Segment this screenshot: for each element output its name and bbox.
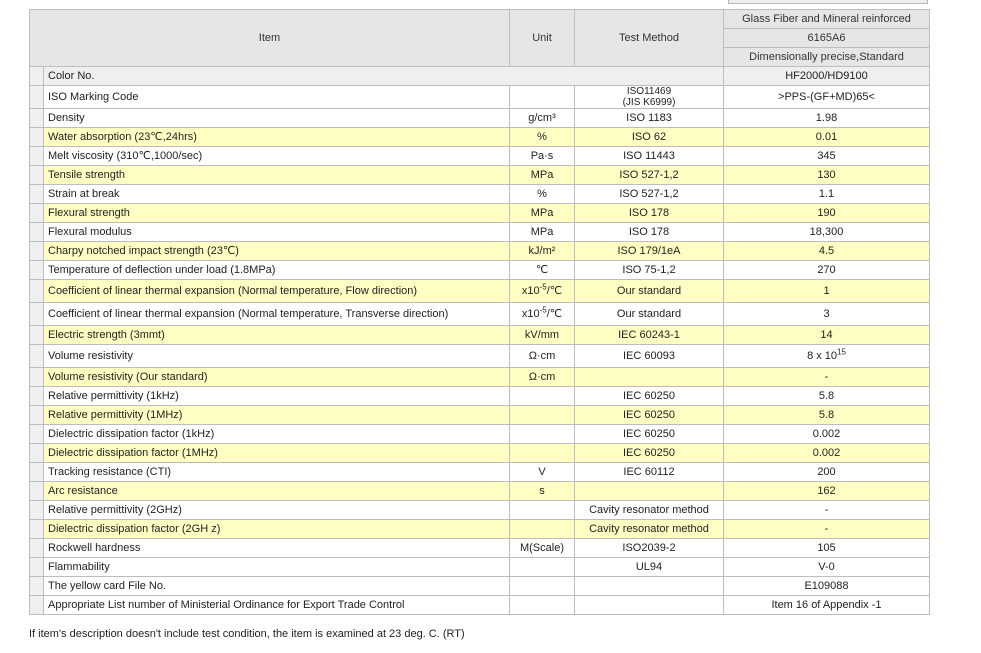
- property-value: 0.002: [724, 425, 930, 444]
- property-unit: %: [510, 185, 575, 204]
- property-value: -: [724, 520, 930, 539]
- table-row: [30, 86, 930, 109]
- property-name: The yellow card File No.: [44, 577, 510, 596]
- test-method: [575, 368, 724, 387]
- unit-exponent: -5: [539, 282, 547, 292]
- property-table: [29, 9, 930, 615]
- test-method: Our standard: [575, 303, 724, 326]
- property-unit: Pa·s: [510, 147, 575, 166]
- property-unit: [510, 387, 575, 406]
- table-row: [30, 482, 930, 501]
- test-method: ISO 1183: [575, 109, 724, 128]
- property-name: Melt viscosity (310℃,1000/sec): [44, 147, 510, 166]
- property-name: Dielectric dissipation factor (1MHz): [44, 444, 510, 463]
- test-method: Cavity resonator method: [575, 501, 724, 520]
- top-scroll-strip: [728, 0, 928, 4]
- property-name: Strain at break: [44, 185, 510, 204]
- property-unit: [510, 86, 575, 109]
- test-method: ISO 178: [575, 223, 724, 242]
- row-marker: [30, 86, 44, 109]
- property-value: V-0: [724, 558, 930, 577]
- test-method-line: (JIS K6999): [622, 97, 676, 108]
- table-row: [30, 261, 930, 280]
- property-unit: MPa: [510, 204, 575, 223]
- property-value: 345: [724, 147, 930, 166]
- property-value: 4.5: [724, 242, 930, 261]
- property-unit: kJ/m²: [510, 242, 575, 261]
- unit-tail: /℃: [546, 285, 563, 297]
- table-row: [30, 128, 930, 147]
- header-grade-feature: Dimensionally precise,Standard: [724, 48, 930, 67]
- property-value: 1: [724, 280, 930, 303]
- property-name: Water absorption (23℃,24hrs): [44, 128, 510, 147]
- property-name: Density: [44, 109, 510, 128]
- row-marker: [30, 204, 44, 223]
- property-name: ISO Marking Code: [44, 86, 510, 109]
- property-unit: s: [510, 482, 575, 501]
- property-unit: Ω·cm: [510, 345, 575, 368]
- property-name: Arc resistance: [44, 482, 510, 501]
- property-unit: [510, 501, 575, 520]
- property-unit: V: [510, 463, 575, 482]
- table-row: [30, 368, 930, 387]
- property-unit: [510, 596, 575, 615]
- row-marker: [30, 303, 44, 326]
- test-method: IEC 60243-1: [575, 326, 724, 345]
- property-value: 200: [724, 463, 930, 482]
- test-method: [575, 577, 724, 596]
- property-unit: Ω·cm: [510, 368, 575, 387]
- row-marker: [30, 520, 44, 539]
- header-grade: 6165A6: [724, 29, 930, 48]
- row-marker: [30, 345, 44, 368]
- table-row: [30, 303, 930, 326]
- row-marker: [30, 463, 44, 482]
- property-name: Coefficient of linear thermal expansion (Normal temperature, Flow direction): [44, 280, 510, 303]
- row-marker: [30, 185, 44, 204]
- row-marker: [30, 596, 44, 615]
- property-unit: [510, 406, 575, 425]
- property-name: Appropriate List number of Ministerial Ordinance for Export Trade Control: [44, 596, 510, 615]
- table-row: [30, 185, 930, 204]
- property-unit: MPa: [510, 166, 575, 185]
- property-value: -: [724, 501, 930, 520]
- property-value: 130: [724, 166, 930, 185]
- test-method: IEC 60112: [575, 463, 724, 482]
- property-value: 162: [724, 482, 930, 501]
- table-row: [30, 204, 930, 223]
- row-marker: [30, 444, 44, 463]
- property-name: Relative permittivity (2GHz): [44, 501, 510, 520]
- test-method: ISO2039-2: [575, 539, 724, 558]
- table-row: [30, 501, 930, 520]
- test-method: IEC 60250: [575, 444, 724, 463]
- property-name: Temperature of deflection under load (1.8MPa): [44, 261, 510, 280]
- row-marker: [30, 326, 44, 345]
- row-marker: [30, 147, 44, 166]
- test-method: ISO 75-1,2: [575, 261, 724, 280]
- table-row: [30, 326, 930, 345]
- property-value: >PPS-(GF+MD)65<: [724, 86, 930, 109]
- property-unit: [510, 280, 575, 303]
- property-unit: [510, 425, 575, 444]
- header-test-method: Test Method: [575, 10, 724, 67]
- row-marker: [30, 539, 44, 558]
- property-value: 1.98: [724, 109, 930, 128]
- row-marker: [30, 577, 44, 596]
- test-method: ISO 178: [575, 204, 724, 223]
- property-value: 0.002: [724, 444, 930, 463]
- test-method: Cavity resonator method: [575, 520, 724, 539]
- row-marker: [30, 425, 44, 444]
- row-marker: [30, 166, 44, 185]
- table-row: [30, 463, 930, 482]
- unit-tail: /℃: [546, 308, 563, 320]
- property-name: Tensile strength: [44, 166, 510, 185]
- property-unit: [510, 577, 575, 596]
- test-method: [575, 596, 724, 615]
- test-method: [575, 86, 724, 109]
- table-row: [30, 425, 930, 444]
- table-row: [30, 147, 930, 166]
- test-method: ISO 527-1,2: [575, 166, 724, 185]
- table-row: [30, 280, 930, 303]
- test-method: ISO 527-1,2: [575, 185, 724, 204]
- row-marker: [30, 261, 44, 280]
- property-name: Relative permittivity (1kHz): [44, 387, 510, 406]
- test-method: [575, 482, 724, 501]
- test-method: Our standard: [575, 280, 724, 303]
- test-method: IEC 60250: [575, 387, 724, 406]
- test-method: ISO 179/1eA: [575, 242, 724, 261]
- table-row: [30, 444, 930, 463]
- unit-base: x10: [521, 285, 540, 297]
- property-value: 0.01: [724, 128, 930, 147]
- property-value: 3: [724, 303, 930, 326]
- row-marker: [30, 242, 44, 261]
- row-marker: [30, 280, 44, 303]
- test-method: ISO 11443: [575, 147, 724, 166]
- row-marker: [30, 109, 44, 128]
- row-marker: [30, 501, 44, 520]
- property-name: Dielectric dissipation factor (2GH z): [44, 520, 510, 539]
- property-value: [724, 345, 930, 368]
- table-row: [30, 387, 930, 406]
- property-name: Flammability: [44, 558, 510, 577]
- property-value: 270: [724, 261, 930, 280]
- test-method: IEC 60250: [575, 425, 724, 444]
- value-exponent: 15: [837, 347, 846, 357]
- property-unit: [510, 444, 575, 463]
- property-value: Item 16 of Appendix -1: [724, 596, 930, 615]
- table-row: [30, 558, 930, 577]
- table-row: [30, 223, 930, 242]
- property-value: 1.1: [724, 185, 930, 204]
- test-method: IEC 60093: [575, 345, 724, 368]
- row-marker: [30, 128, 44, 147]
- test-method: ISO 62: [575, 128, 724, 147]
- property-name: Electric strength (3mmt): [44, 326, 510, 345]
- property-name: Coefficient of linear thermal expansion (Normal temperature, Transverse direction): [44, 303, 510, 326]
- test-method-line: ISO11469: [626, 86, 672, 97]
- property-name: Charpy notched impact strength (23℃): [44, 242, 510, 261]
- row-marker: [30, 223, 44, 242]
- table-row: [30, 345, 930, 368]
- property-unit: [510, 558, 575, 577]
- property-name: Volume resistivity: [44, 345, 510, 368]
- row-marker: [30, 387, 44, 406]
- table-row: [30, 520, 930, 539]
- header-item: Item: [30, 10, 510, 67]
- color-label: Color No.: [44, 67, 724, 86]
- table-row: [30, 596, 930, 615]
- property-name: Flexural modulus: [44, 223, 510, 242]
- table-row: [30, 166, 930, 185]
- property-name: Volume resistivity (Our standard): [44, 368, 510, 387]
- property-unit: MPa: [510, 223, 575, 242]
- property-name: Relative permittivity (1MHz): [44, 406, 510, 425]
- color-value: HF2000/HD9100: [724, 67, 930, 86]
- row-marker: [30, 67, 44, 86]
- row-marker: [30, 406, 44, 425]
- property-value: E109088: [724, 577, 930, 596]
- header-material-type: Glass Fiber and Mineral reinforced: [724, 10, 930, 29]
- property-value: -: [724, 368, 930, 387]
- property-unit: kV/mm: [510, 326, 575, 345]
- table-row: [30, 406, 930, 425]
- property-name: Rockwell hardness: [44, 539, 510, 558]
- table-row: [30, 577, 930, 596]
- test-method: IEC 60250: [575, 406, 724, 425]
- property-name: Tracking resistance (CTI): [44, 463, 510, 482]
- property-name: Flexural strength: [44, 204, 510, 223]
- row-marker: [30, 368, 44, 387]
- property-value: 14: [724, 326, 930, 345]
- header-unit: Unit: [510, 10, 575, 67]
- property-unit: [510, 520, 575, 539]
- unit-exponent: -5: [539, 305, 547, 315]
- property-value: 5.8: [724, 406, 930, 425]
- row-marker: [30, 482, 44, 501]
- table-row: [30, 109, 930, 128]
- footnote: If item's description doesn't include test condition, the item is examined at 23 deg. C. (RT): [29, 628, 465, 640]
- unit-base: x10: [521, 308, 540, 320]
- table-row: [30, 242, 930, 261]
- property-unit: [510, 303, 575, 326]
- row-marker: [30, 558, 44, 577]
- property-value: 18,300: [724, 223, 930, 242]
- property-value: 5.8: [724, 387, 930, 406]
- property-unit: %: [510, 128, 575, 147]
- value-base: 8 x 10: [807, 350, 838, 362]
- property-unit: g/cm³: [510, 109, 575, 128]
- property-value: 105: [724, 539, 930, 558]
- property-unit: M(Scale): [510, 539, 575, 558]
- color-row: [30, 67, 930, 86]
- test-method: UL94: [575, 558, 724, 577]
- property-value: 190: [724, 204, 930, 223]
- property-unit: ℃: [510, 261, 575, 280]
- property-name: Dielectric dissipation factor (1kHz): [44, 425, 510, 444]
- table-row: [30, 539, 930, 558]
